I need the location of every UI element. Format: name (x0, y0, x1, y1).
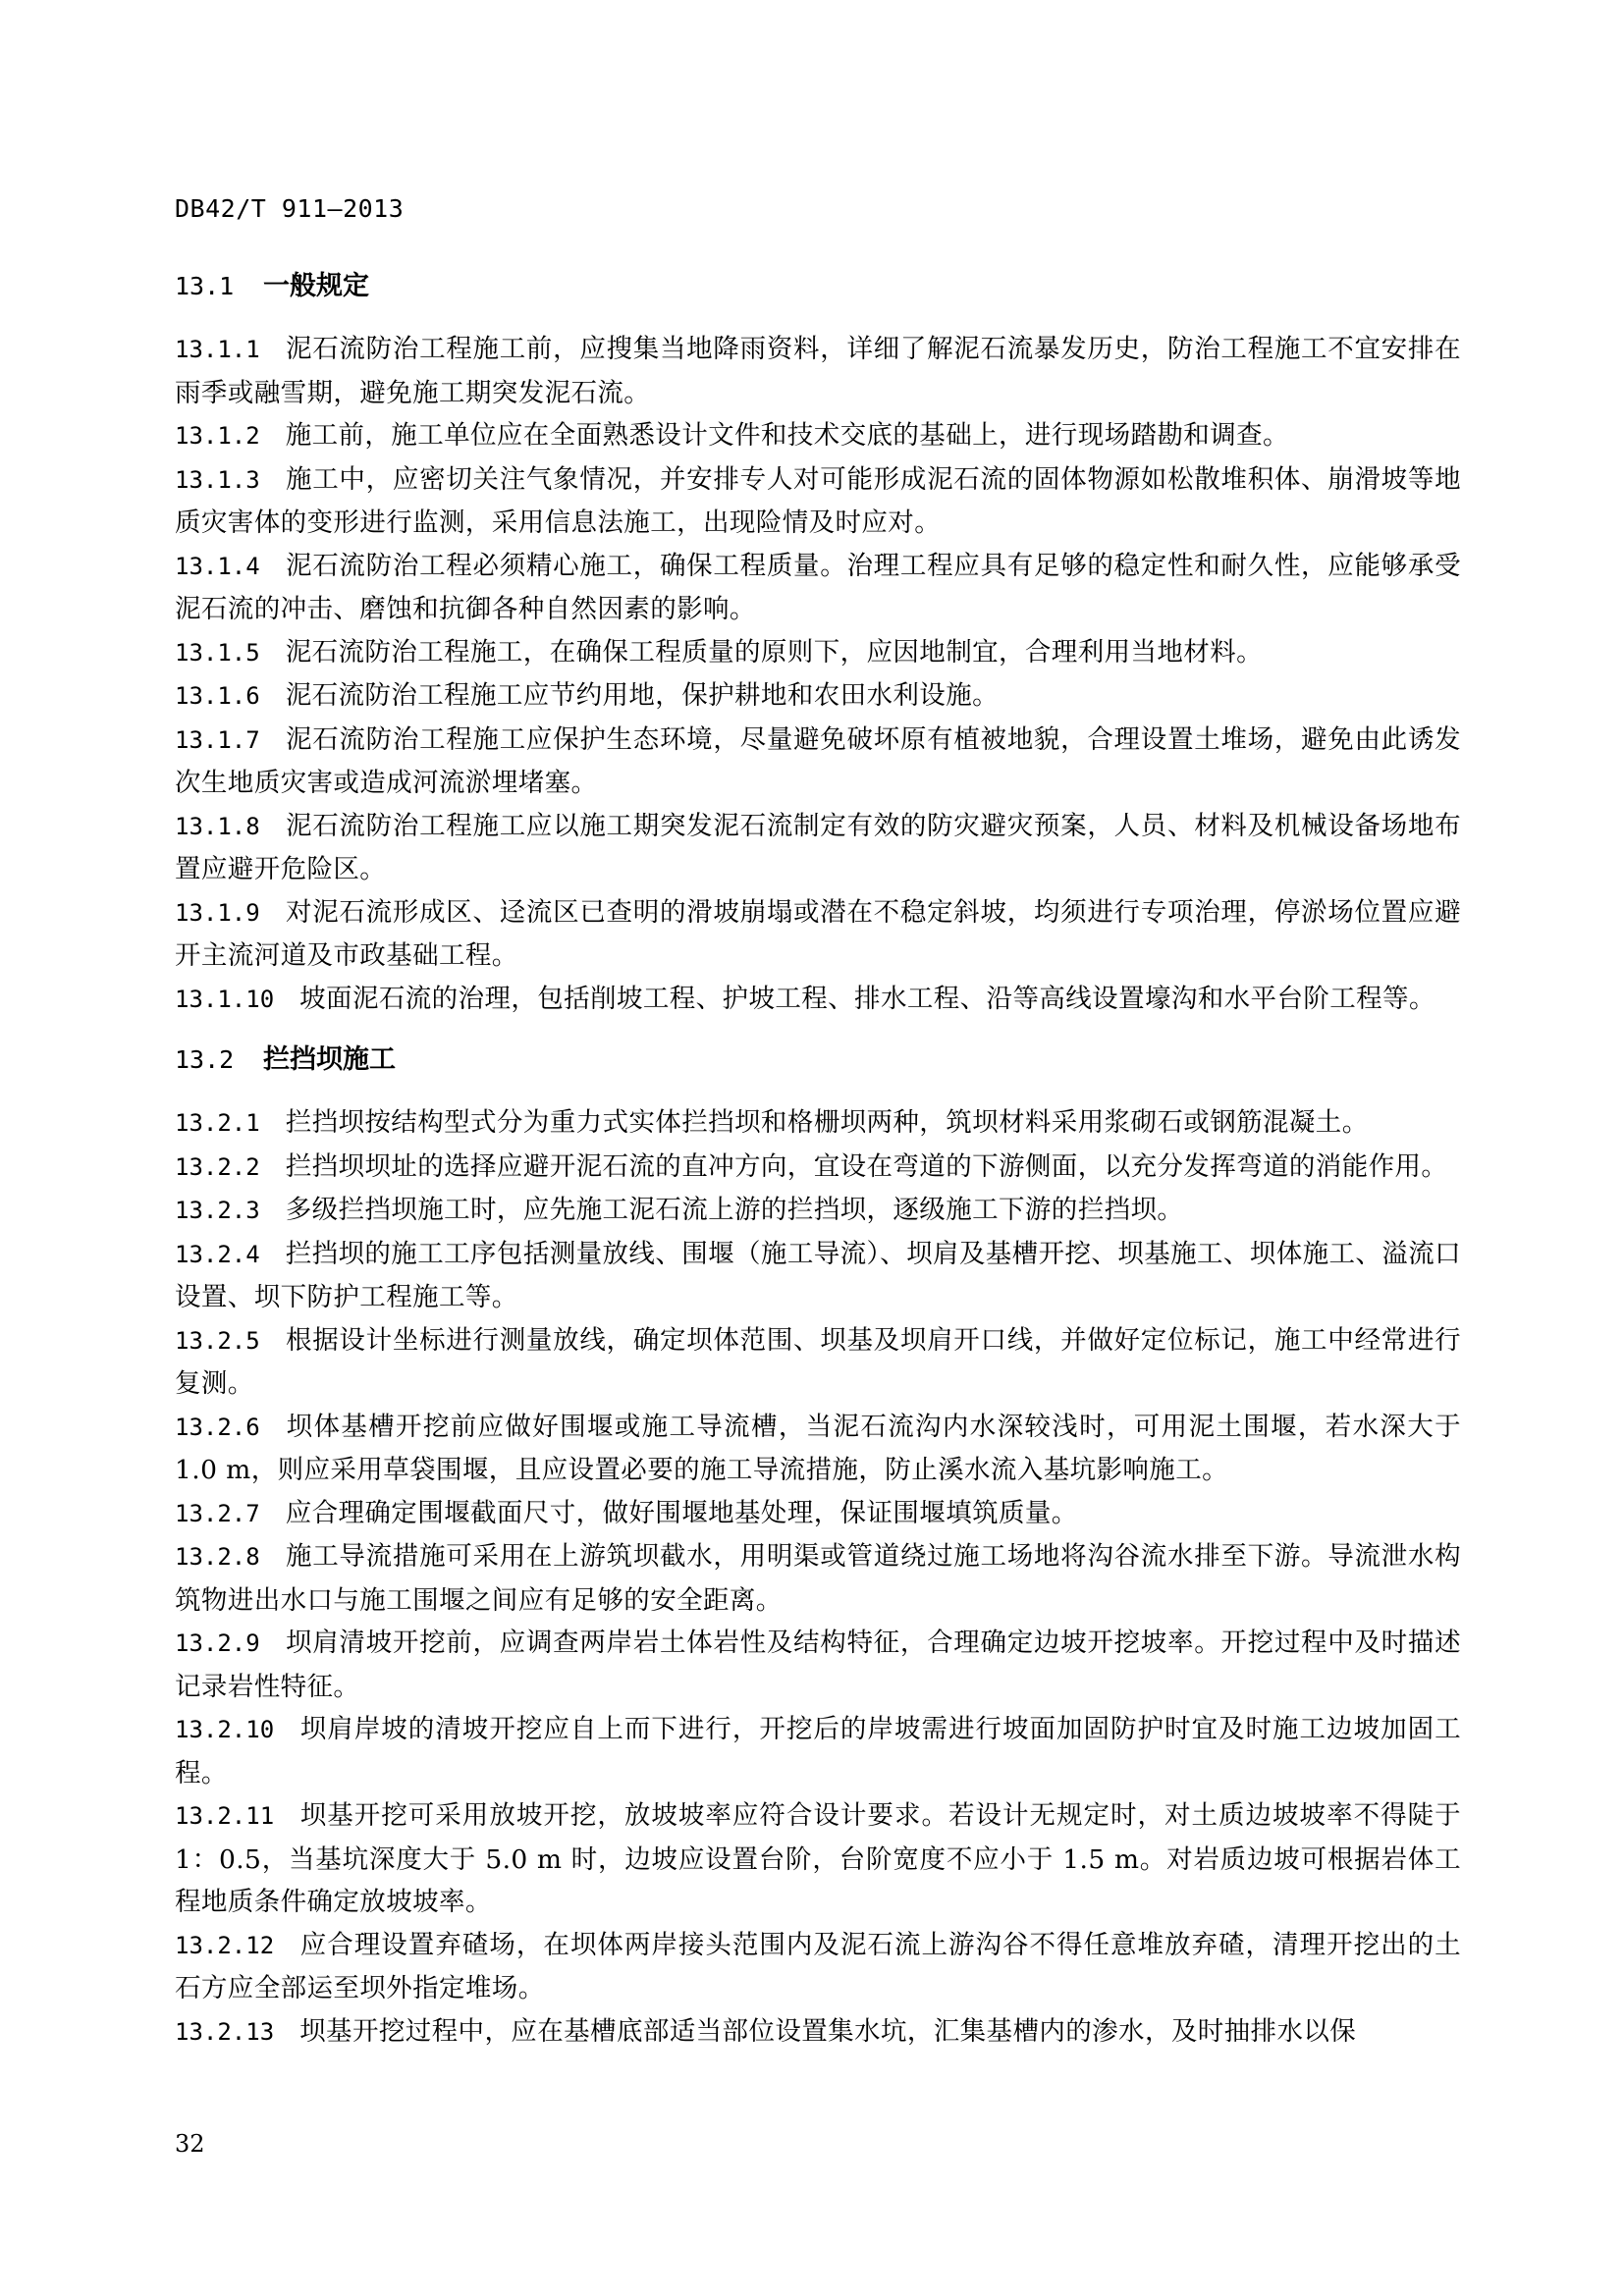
clause-text: 拦挡坝按结构型式分为重力式实体拦挡坝和格栅坝两种，筑坝材料采用浆砌石或钢筋混凝土。 (285, 1107, 1369, 1138)
clause-text: 泥石流防治工程施工前，应搜集当地降雨资料，详细了解泥石流暴发历史，防治工程施工不宜安排在雨季或融雪期，避免施工期突发泥石流。 (175, 334, 1461, 408)
section-title: 一般规定 (263, 271, 369, 301)
clause (175, 631, 1461, 675)
clause (175, 414, 1461, 458)
clause (175, 2010, 1461, 2055)
standard-code: DB42/T 911—2013 (175, 194, 405, 223)
clause (175, 1406, 1461, 1492)
clause-text: 泥石流防治工程施工应节约用地，保护耕地和农田水利设施。 (285, 680, 1000, 711)
clause-text: 坡面泥石流的治理，包括削坡工程、护坡工程、排水工程、沿等高线设置壕沟和水平台阶工程等。 (299, 983, 1435, 1014)
clause-number: 13.2.4 (175, 1240, 260, 1268)
clause-number: 13.1.6 (175, 682, 260, 710)
clause-number: 13.2.1 (175, 1109, 260, 1137)
page-number: 32 (175, 2130, 205, 2158)
clause-text: 根据设计坐标进行测量放线，确定坝体范围、坝基及坝肩开口线，并做好定位标记，施工中经常进行复测。 (175, 1324, 1461, 1399)
clause-text: 对泥石流形成区、迳流区已查明的滑坡崩塌或潜在不稳定斜坡，均须进行专项治理，停淤场位置应避开主流河道及市政基础工程。 (175, 896, 1461, 971)
clause-number: 13.2.6 (175, 1413, 260, 1441)
section-title: 拦挡坝施工 (263, 1044, 396, 1075)
clause-text: 坝基开挖过程中，应在基槽底部适当部位设置集水坑，汇集基槽内的渗水，及时抽排水以保 (299, 2015, 1357, 2047)
clause-number: 13.1.10 (175, 985, 275, 1013)
clause (175, 1101, 1461, 1146)
clause (175, 978, 1461, 1022)
clause (175, 1924, 1461, 2010)
clause-text: 应合理确定围堰截面尺寸，做好围堰地基处理，保证围堰填筑质量。 (285, 1497, 1078, 1528)
clause-text: 坝肩清坡开挖前，应调查两岸岩土体岩性及结构特征，合理确定边坡开挖坡率。开挖过程中及时描述记录岩性特征。 (175, 1628, 1461, 1702)
clause-text: 施工前，施工单位应在全面熟悉设计文件和技术交底的基础上，进行现场踏勘和调查。 (285, 420, 1289, 451)
clause-number: 13.2.7 (175, 1499, 260, 1527)
clause-number: 13.2.2 (175, 1152, 260, 1181)
clause-text: 坝肩岸坡的清坡开挖应自上而下进行，开挖后的岸坡需进行坡面加固防护时宜及时施工边坡加固工程。 (175, 1714, 1461, 1789)
clause-number: 13.1.1 (175, 336, 260, 363)
clause (175, 1233, 1461, 1319)
clause (175, 719, 1461, 805)
clause-number: 13.2.11 (175, 1802, 275, 1830)
clause-number: 13.1.2 (175, 422, 260, 450)
clause (175, 1622, 1461, 1708)
clause-text: 泥石流防治工程施工应以施工期突发泥石流制定有效的防灾避灾预案，人员、材料及机械设备场地布置应避开危险区。 (175, 810, 1461, 884)
clause-text: 坝基开挖可采用放坡开挖，放坡坡率应符合设计要求。若设计无规定时，对土质边坡坡率不得陡于 1：0.5，当基坑深度大于 5.0 m 时，边坡应设置台阶，台阶宽度不应小于 1.5 m。对岩质边坡可根据岩体工程地质条件确定放坡坡率。 (175, 1800, 1461, 1917)
clause-text: 坝体基槽开挖前应做好围堰或施工导流槽，当泥石流沟内水深较浅时，可用泥土围堰，若水深大于 1.0 m，则应采用草袋围堰，且应设置必要的施工导流措施，防止溪水流入基坑影响施工。 (175, 1411, 1461, 1485)
clause (175, 1794, 1461, 1924)
clause-number: 13.1.3 (175, 465, 260, 494)
clause-number: 13.1.8 (175, 812, 260, 840)
section-number: 13.1 (175, 272, 235, 300)
section-heading (175, 265, 1461, 308)
clause (175, 805, 1461, 891)
clause (175, 1146, 1461, 1190)
section-heading (175, 1039, 1461, 1082)
clause (175, 1319, 1461, 1406)
clause-number: 13.2.8 (175, 1543, 260, 1571)
clause-text: 泥石流防治工程施工，在确保工程质量的原则下，应因地制宜，合理利用当地材料。 (285, 636, 1264, 667)
section-number: 13.2 (175, 1045, 235, 1074)
clause (175, 891, 1461, 978)
clause (175, 1535, 1461, 1622)
clause (175, 1708, 1461, 1794)
clause-number: 13.2.5 (175, 1326, 260, 1355)
clause-text: 泥石流防治工程必须精心施工，确保工程质量。治理工程应具有足够的稳定性和耐久性，应能够承受泥石流的冲击、磨蚀和抗御各种自然因素的影响。 (175, 550, 1461, 624)
clause (175, 328, 1461, 414)
clause-number: 13.2.10 (175, 1716, 275, 1743)
clause (175, 458, 1461, 545)
clause (175, 1189, 1461, 1233)
clause-text: 拦挡坝坝址的选择应避开泥石流的直冲方向，宜设在弯道的下游侧面，以充分发挥弯道的消能作用。 (285, 1150, 1448, 1182)
document-body (175, 265, 1461, 2054)
clause-text: 拦挡坝的施工工序包括测量放线、围堰（施工导流）、坝肩及基槽开挖、坝基施工、坝体施工、溢流口设置、坝下防护工程施工等。 (175, 1238, 1461, 1312)
clause-number: 13.2.13 (175, 2017, 275, 2046)
clause (175, 1492, 1461, 1536)
clause-number: 13.2.9 (175, 1629, 260, 1657)
clause-number: 13.2.12 (175, 1931, 275, 1959)
clause-text: 应合理设置弃碴场，在坝体两岸接头范围内及泥石流上游沟谷不得任意堆放弃碴，清理开挖出的土石方应全部运至坝外指定堆场。 (175, 1929, 1461, 2003)
clause-text: 多级拦挡坝施工时，应先施工泥石流上游的拦挡坝，逐级施工下游的拦挡坝。 (285, 1195, 1184, 1225)
clause-number: 13.1.4 (175, 552, 260, 580)
clause-number: 13.1.7 (175, 725, 260, 754)
clause-text: 泥石流防治工程施工应保护生态环境，尽量避免破坏原有植被地貌，合理设置土堆场，避免由此诱发次生地质灾害或造成河流淤埋堵塞。 (175, 723, 1461, 798)
clause (175, 674, 1461, 719)
clause-number: 13.2.3 (175, 1197, 260, 1224)
clause-number: 13.1.5 (175, 638, 260, 667)
clause-number: 13.1.9 (175, 898, 260, 927)
clause-text: 施工导流措施可采用在上游筑坝截水，用明渠或管道绕过施工场地将沟谷流水排至下游。导流泄水构筑物进出水口与施工围堰之间应有足够的安全距离。 (175, 1541, 1461, 1616)
clause (175, 545, 1461, 631)
clause-text: 施工中，应密切关注气象情况，并安排专人对可能形成泥石流的固体物源如松散堆积体、崩滑坡等地质灾害体的变形进行监测，采用信息法施工，出现险情及时应对。 (175, 463, 1461, 538)
